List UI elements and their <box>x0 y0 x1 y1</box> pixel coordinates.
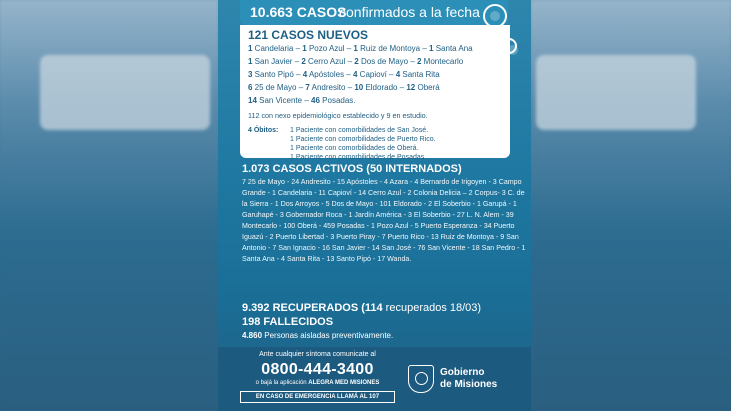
active-cases-breakdown: 7 25 de Mayo - 24 Andresito - 15 Apóstoles - 4 Azara - 4 Bernardo de Irigoyen - 3 Campo Grande - 1 Candelaria - 11 Capioví - 14 Cerro Azul - 2 Colonia Delicia – 2 Corpus- 3 C. de la Sierra - 1 Dos Arroyos - 5 Dos de Mayo - 101 Eldorado - 2 El Soberbio - 1 Garupá - 1 Garuhapé - 3 Gobernador Roca - 1 Jardín América - 3 El Soberbio - 27 L. N. Alem - 39 Montecarlo - 100 Oberá - 459 Posadas - 1 Pozo Azul - 5 Puerto Esperanza - 34 Puerto Iguazú - 2 Puerto Libertad - 3 Puerto Piray - 7 Puerto Rico - 13 Ruiz de Montoya - 9 San Antonio - 7 San Ignacio - 16 San Javier - 14 San José - 76 San Vicente - 18 San Pedro - 1 Santa Ana - 4 Santa Rita - 13 Santo Pipó - 17 Wanda. <box>242 178 526 263</box>
new-cases-title: 121 CASOS NUEVOS <box>248 28 369 42</box>
death-item: 1 Paciente con comorbilidades de San José. <box>290 127 429 134</box>
government-logo <box>408 365 497 393</box>
deaths-list <box>290 126 436 162</box>
new-cases-list <box>248 42 504 107</box>
app-download-note: o bajá la aplicación ALEGRA MED MISIONES <box>255 380 380 386</box>
coat-of-arms-icon <box>408 365 434 393</box>
new-cases-line: 1 Candelaria – 1 Pozo Azul – 1 Ruiz de Montoya – 1 Santa Ana <box>248 44 473 53</box>
active-cases-title: 1.073 CASOS ACTIVOS (50 INTERNADOS) <box>242 163 462 175</box>
recovered-section <box>242 301 527 342</box>
emergency-banner: EN CASO DE EMERGENCIA LLAMÁ AL 107 <box>240 391 395 403</box>
government-name: Gobierno de Misiones <box>440 367 498 390</box>
new-cases-line: 14 San Vicente – 46 Posadas. <box>248 96 356 105</box>
cases-header <box>240 0 508 25</box>
deaths-section <box>248 126 504 162</box>
isolated-line: 4.860 Personas aisladas preventivamente. <box>242 331 394 340</box>
contact-info <box>240 350 395 403</box>
new-cases-card <box>240 25 510 161</box>
hotline-number: 0800-444-3400 <box>261 361 374 378</box>
death-item: 1 Paciente con comorbilidades de Posadas. <box>290 154 427 161</box>
deceased-line: 198 FALLECIDOS <box>242 316 334 328</box>
contact-footer <box>218 347 531 411</box>
covid-report-poster <box>218 0 531 411</box>
active-cases-section <box>242 162 527 265</box>
new-cases-line: 6 25 de Mayo – 7 Andresito – 10 Eldorado – 12 Oberá <box>248 83 440 92</box>
confirmed-cases-label: confirmados a la fecha <box>339 4 480 20</box>
death-item: 1 Paciente con comorbilidades de Puerto Rico. <box>290 136 436 143</box>
blurred-background-right <box>531 0 731 411</box>
recovered-line: 9.392 RECUPERADOS (114 recuperados 18/03) <box>242 302 482 314</box>
new-cases-line: 1 San Javier – 2 Cerro Azul – 2 Dos de Mayo – 2 Montecarlo <box>248 57 464 66</box>
epidemiological-note: 112 con nexo epidemiológico establecido y 9 en estudio. <box>248 111 428 120</box>
new-cases-line: 3 Santo Pipó – 4 Apóstoles – 4 Capioví – 4 Santa Rita <box>248 70 440 79</box>
deaths-label: 4 Óbitos: <box>248 127 279 134</box>
blurred-background-left <box>0 0 218 411</box>
confirmed-cases-count: 10.663 CASOS <box>250 4 347 20</box>
symptom-prompt: Ante cualquier síntoma comunicate al <box>259 351 376 358</box>
death-item: 1 Paciente con comorbilidades de Oberá. <box>290 145 419 152</box>
